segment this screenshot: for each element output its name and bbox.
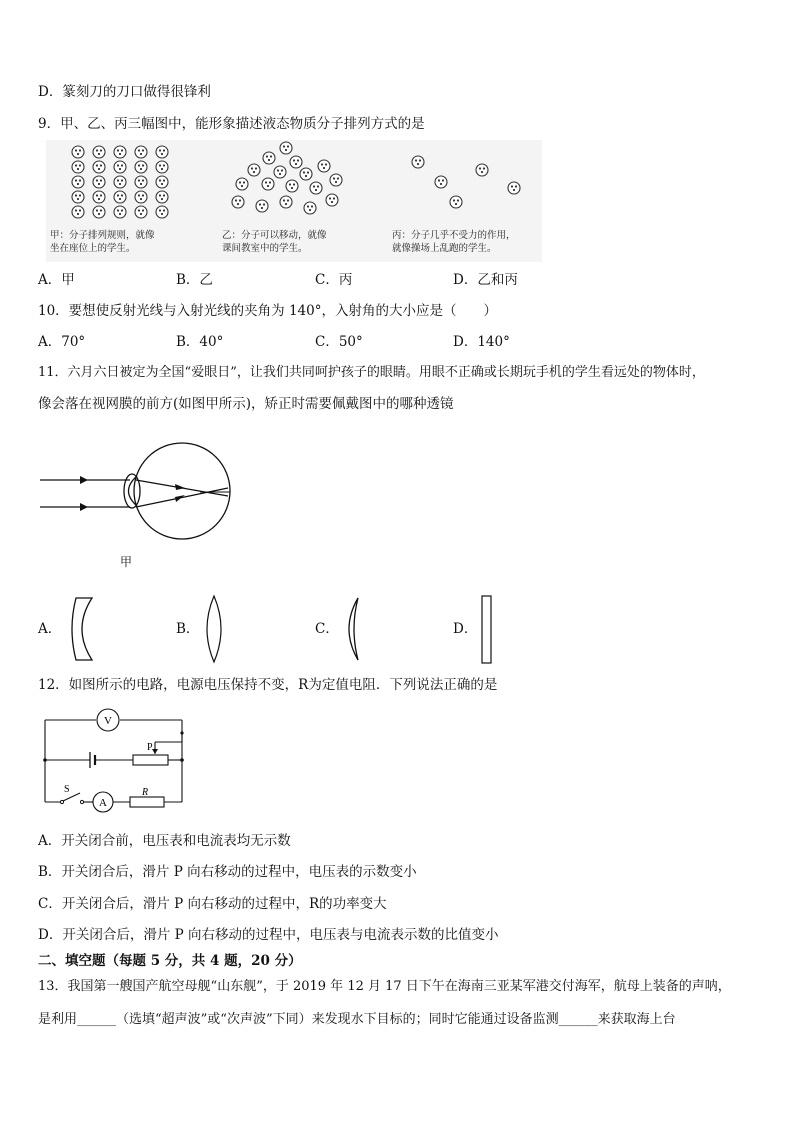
molecule-jia — [156, 146, 168, 158]
q9-stem: 9．甲、乙、丙三幅图中，能形象描述液态物质分子排列方式的是 — [38, 116, 425, 132]
molecule-yi — [330, 174, 342, 186]
molecule-jia — [135, 161, 147, 173]
q9-caption-jia-2: 坐在座位上的学生。 — [50, 243, 136, 254]
q10-option-d: D．140° — [453, 334, 510, 350]
q11-lens-c-meniscus-icon — [338, 596, 364, 662]
molecule-jia — [135, 191, 147, 203]
molecule-yi — [290, 156, 302, 168]
molecule-yi — [256, 200, 268, 212]
molecule-jia — [72, 206, 84, 218]
q9-option-c: C．丙 — [315, 272, 353, 288]
q9-caption-yi-1: 乙：分子可以移动，就像 — [222, 230, 327, 241]
q10-stem: 10．要想使反射光线与入射光线的夹角为 140°，入射角的大小应是（ ） — [38, 303, 497, 319]
molecule-yi — [304, 202, 316, 214]
molecule-yi — [280, 196, 292, 208]
molecule-yi — [326, 194, 338, 206]
q11-option-c: C． — [315, 621, 339, 637]
slider-label: P — [147, 742, 153, 753]
q10-option-a: A．70° — [38, 334, 86, 350]
molecule-bing — [476, 164, 488, 176]
q11-stem-line1: 11．六月六日被定为全国“爱眼日”，让我们共同呵护孩子的眼睛。用眼不正确或长期玩手机的学生看远处的物体时， — [38, 365, 705, 380]
molecule-bing — [508, 182, 520, 194]
q8-option-d: D．篆刻刀的刀口做得很锋利 — [38, 84, 211, 100]
molecule-bing — [412, 156, 424, 168]
q11-option-a: A． — [38, 621, 62, 637]
resistor-label: R — [142, 787, 149, 798]
molecule-jia — [72, 146, 84, 158]
q11-lens-b-convex-icon — [202, 594, 226, 664]
molecule-jia — [135, 176, 147, 188]
q9-figure-yi — [224, 140, 369, 225]
molecule-jia — [114, 176, 126, 188]
molecule-jia — [93, 176, 105, 188]
molecule-yi — [286, 180, 298, 192]
q12-option-c: C．开关闭合后，滑片 P 向右移动的过程中，R的功率变大 — [38, 896, 387, 912]
q12-circuit-diagram — [40, 706, 190, 809]
molecule-jia — [93, 161, 105, 173]
molecule-jia — [114, 146, 126, 158]
q9-caption-yi-2: 课间教室中的学生。 — [222, 243, 308, 254]
q10-option-c: C．50° — [315, 334, 363, 350]
molecule-yi — [236, 178, 248, 190]
molecule-yi — [262, 178, 274, 190]
q12-stem: 12．如图所示的电路，电源电压保持不变，R为定值电阻．下列说法正确的是 — [38, 677, 498, 693]
molecule-jia — [72, 191, 84, 203]
q9-option-d: D．乙和丙 — [453, 272, 518, 288]
molecule-jia — [135, 146, 147, 158]
molecule-jia — [93, 206, 105, 218]
molecule-jia — [114, 161, 126, 173]
section2-title: 二、填空题（每题 5 分，共 4 题，20 分） — [38, 953, 302, 969]
q11-figure-label: 甲 — [120, 555, 133, 569]
q10-option-b: B．40° — [176, 334, 224, 350]
q9-caption-bing-2: 就像操场上乱跑的学生。 — [392, 243, 497, 254]
molecule-yi — [248, 164, 260, 176]
molecule-jia — [72, 176, 84, 188]
molecule-bing — [435, 176, 447, 188]
molecule-jia — [114, 191, 126, 203]
molecule-jia — [156, 206, 168, 218]
molecule-yi — [310, 182, 322, 194]
molecule-yi — [280, 142, 292, 154]
molecule-jia — [93, 146, 105, 158]
molecule-jia — [156, 176, 168, 188]
q11-option-b: B． — [176, 621, 200, 637]
molecule-yi — [232, 196, 244, 208]
q11-option-d: D． — [453, 621, 478, 637]
q9-figure-jia — [46, 140, 206, 225]
molecule-jia — [156, 161, 168, 173]
molecule-jia — [135, 206, 147, 218]
q9-figure-bing — [396, 140, 536, 225]
molecule-yi — [318, 160, 330, 172]
molecule-jia — [93, 191, 105, 203]
q13-line1: 13．我国第一艘国产航空母舰“山东舰”，于 2019 年 12 月 17 日下午在海南三亚某军港交付海军，航母上装备的声呐， — [38, 979, 731, 994]
switch-label: S — [64, 784, 70, 795]
q11-stem-line2: 像会落在视网膜的前方(如图甲所示)，矫正时需要佩戴图中的哪种透镜 — [38, 396, 454, 412]
q11-eye-diagram — [40, 436, 250, 566]
q11-lens-d-glass-icon — [480, 595, 494, 665]
voltmeter-label: V — [104, 715, 112, 727]
molecule-yi — [300, 168, 312, 180]
q11-lens-a-concave-icon — [66, 596, 96, 662]
q12-option-d: D．开关闭合后，滑片 P 向右移动的过程中，电压表与电流表示数的比值变小 — [38, 927, 499, 943]
q9-option-b: B．乙 — [176, 272, 213, 288]
q12-option-b: B．开关闭合后，滑片 P 向右移动的过程中，电压表的示数变小 — [38, 864, 417, 880]
ammeter-label: A — [99, 797, 107, 809]
q13-line2: 是利用______（选填“超声波”或“次声波”下同）来发现水下目标的；同时它能通过设备监测______来获取海上台 — [38, 1012, 676, 1027]
q9-figure — [46, 140, 542, 262]
q9-caption-bing-1: 丙：分子几乎不受力的作用， — [392, 230, 516, 241]
molecule-jia — [156, 191, 168, 203]
molecule-jia — [114, 206, 126, 218]
molecule-bing — [450, 196, 462, 208]
molecule-yi — [263, 152, 275, 164]
q9-caption-jia-1: 甲：分子排列规则，就像 — [50, 230, 155, 241]
molecule-yi — [274, 166, 286, 178]
molecule-jia — [72, 161, 84, 173]
q12-option-a: A．开关闭合前，电压表和电流表均无示数 — [38, 833, 291, 849]
q9-option-a: A．甲 — [38, 272, 75, 288]
